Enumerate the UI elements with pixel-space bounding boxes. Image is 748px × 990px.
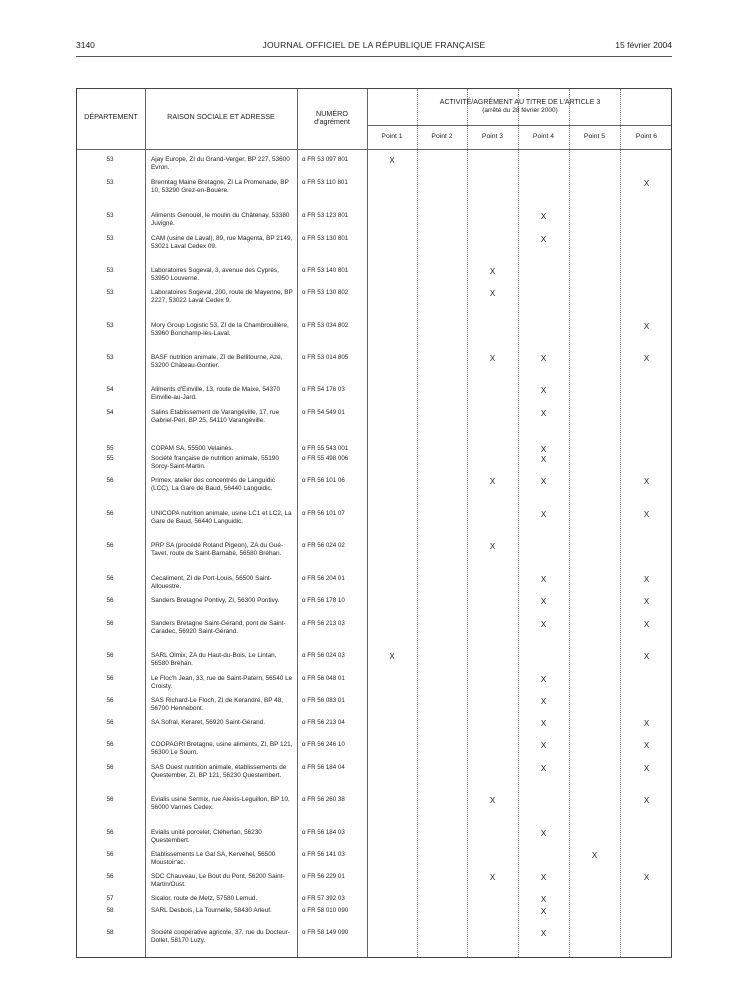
point-4-mark: X xyxy=(540,212,547,221)
point-3-mark: X xyxy=(489,542,496,551)
numero-agrement-cell: α FR 56 101 07 xyxy=(302,510,345,517)
point-4-mark: X xyxy=(540,409,547,418)
raison-sociale-cell: Evialis usine Sermix, rue Alexis-Leguillon, BP 10, 56000 Vannes Cedex. xyxy=(151,796,290,811)
numero-agrement-cell: α FR 55 543 001 xyxy=(302,445,349,452)
numero-agrement-cell: α FR 54 176 03 xyxy=(302,386,345,393)
col-header-numero-line1: NUMÉRO xyxy=(316,109,348,118)
numero-agrement-cell: α FR 53 130 802 xyxy=(302,289,349,296)
numero-agrement-cell: α FR 53 130 801 xyxy=(302,235,349,242)
point-3-mark: X xyxy=(489,873,496,882)
raison-sociale-cell: Sanders Bretagne Pontivy, ZI, 56300 Pontivy. xyxy=(151,597,280,604)
departement-cell: 53 xyxy=(106,235,114,242)
numero-agrement-cell: α FR 53 014 805 xyxy=(302,354,349,361)
point-3-mark: X xyxy=(489,354,496,363)
point-6-mark: X xyxy=(643,322,650,331)
col-divider xyxy=(145,89,146,957)
numero-agrement-cell: α FR 56 141 03 xyxy=(302,851,345,858)
departement-cell: 56 xyxy=(106,477,114,484)
numero-agrement-cell: α FR 56 184 03 xyxy=(302,829,345,836)
raison-sociale-cell: SAS Ouest nutrition animale, établissements de Questember, ZI, BP 121, 56230 Questembert. xyxy=(151,764,287,779)
raison-sociale-cell: COPAM SA, 55500 Velaines. xyxy=(151,445,234,452)
col-header-numero-line2: d'agrément xyxy=(314,117,350,126)
raison-sociale-cell: SARL Olmix, ZA du Haut-du-Bois, Le Lintan, 56580 Bréhan. xyxy=(151,652,277,667)
departement-cell: 56 xyxy=(106,796,114,803)
numero-agrement-cell: α FR 56 048 01 xyxy=(302,675,345,682)
point-4-mark: X xyxy=(540,455,547,464)
departement-cell: 55 xyxy=(106,445,114,452)
activity-header xyxy=(367,99,673,115)
departement-cell: 55 xyxy=(106,455,114,462)
point-3-mark: X xyxy=(489,477,496,486)
raison-sociale-cell: SAS Richard-Le Floch, ZI de Kerandré, BP 48, 56700 Hennebont. xyxy=(151,697,284,712)
point-header-1: Point 1 xyxy=(381,133,403,140)
departement-cell: 56 xyxy=(106,575,114,582)
departement-cell: 58 xyxy=(106,907,114,914)
departement-cell: 56 xyxy=(106,597,114,604)
col-divider xyxy=(569,89,570,957)
point-6-mark: X xyxy=(643,652,650,661)
departement-cell: 56 xyxy=(106,873,114,880)
col-divider xyxy=(467,89,468,957)
activity-subtitle: (arrêté du 28 février 2000) xyxy=(482,107,558,114)
raison-sociale-cell: Aliments Genouel, le moulin du Châtenay, 53380 Juvigné. xyxy=(151,212,290,227)
point-6-mark: X xyxy=(643,510,650,519)
point-4-mark: X xyxy=(540,386,547,395)
numero-agrement-cell: α FR 58 010 090 xyxy=(302,907,349,914)
col-header-numero xyxy=(297,110,367,126)
col-divider xyxy=(417,89,418,957)
col-divider xyxy=(297,89,298,957)
point-header-5: Point 5 xyxy=(583,133,606,140)
departement-cell: 56 xyxy=(106,620,114,627)
departement-cell: 56 xyxy=(106,510,114,517)
point-6-mark: X xyxy=(643,477,650,486)
point-6-mark: X xyxy=(643,575,650,584)
point-3-mark: X xyxy=(489,289,496,298)
agrement-table xyxy=(76,88,672,958)
numero-agrement-cell: α FR 57 392 03 xyxy=(302,895,345,902)
raison-sociale-cell: CAM (usine de Laval), 89, rue Magenta, BP 2149, 53021 Laval Cedex 09. xyxy=(151,235,293,250)
col-header-raison: RAISON SOCIALE ET ADRESSE xyxy=(167,112,275,121)
numero-agrement-cell: α FR 53 123 801 xyxy=(302,212,349,219)
departement-cell: 53 xyxy=(106,354,114,361)
point-1-mark: X xyxy=(389,156,395,165)
point-4-mark: X xyxy=(540,354,547,363)
raison-sociale-cell: Cecaliment, ZI de Port-Louis, 56500 Saint-Allouestre. xyxy=(151,575,272,590)
point-4-mark: X xyxy=(540,764,547,773)
numero-agrement-cell: α FR 53 110 801 xyxy=(302,179,348,186)
point-4-mark: X xyxy=(540,445,547,454)
numero-agrement-cell: α FR 53 097 801 xyxy=(302,156,349,163)
raison-sociale-cell: COOPAGRI Bretagne, usine aliments, ZI, BP 121, 56300 Le Sourn. xyxy=(151,741,293,756)
departement-cell: 53 xyxy=(106,289,114,296)
departement-cell: 54 xyxy=(106,386,114,393)
numero-agrement-cell: α FR 54 549 01 xyxy=(302,409,345,416)
raison-sociale-cell: Le Floc'h Jean, 33, rue de Saint-Patern, 56540 Le Croisty. xyxy=(151,675,293,690)
raison-sociale-cell: Primex, atelier des concentrés de Languidic (LCC), La Gare de Baud, 56440 Languidic. xyxy=(151,477,275,492)
activity-title: ACTIVITÉ/AGRÉMENT AU TITRE DE L'ARTICLE 3 xyxy=(439,99,601,106)
numero-agrement-cell: α FR 56 213 04 xyxy=(302,719,345,726)
point-4-mark: X xyxy=(540,697,547,706)
point-4-mark: X xyxy=(540,675,547,684)
col-header-departement: DÉPARTEMENT xyxy=(84,112,138,121)
raison-sociale-cell: Laboratoires Sogeval, 200, route de Mayenne, BP 2227, 53022 Laval Cedex 9. xyxy=(151,289,293,304)
departement-cell: 56 xyxy=(106,851,114,858)
numero-agrement-cell: α FR 56 204 01 xyxy=(302,575,345,582)
raison-sociale-cell: SARL Desbois, La Tournelle, 58430 Arleuf. xyxy=(151,907,272,914)
departement-cell: 58 xyxy=(106,929,114,936)
point-4-mark: X xyxy=(540,597,547,606)
raison-sociale-cell: Evialis unité porcelet, Cléherlan, 56230 Questembert. xyxy=(151,829,262,844)
departement-cell: 56 xyxy=(106,719,114,726)
raison-sociale-cell: Salins Etablissement de Varangéville, 17, rue Gabriel-Péri, BP 25, 54110 Varangéville. xyxy=(151,409,280,424)
point-4-mark: X xyxy=(540,719,547,728)
point-6-mark: X xyxy=(643,354,650,363)
departement-cell: 56 xyxy=(106,542,114,549)
point-6-mark: X xyxy=(643,873,650,882)
raison-sociale-cell: PRP SA (procédé Roland Pigeon), ZA du Gué-Tavet, route de Saint-Barnabé, 56580 Bréhan. xyxy=(151,542,284,557)
raison-sociale-cell: Ajay Europe, ZI du Grand-Verger, BP 227, 53600 Evron. xyxy=(151,156,290,171)
col-divider xyxy=(620,89,621,957)
raison-sociale-cell: Société française de nutrition animale, 55190 Sorcy-Saint-Martin. xyxy=(151,455,279,470)
raison-sociale-cell: Sicalor, route de Metz, 57580 Lemud. xyxy=(151,895,258,902)
departement-cell: 56 xyxy=(106,741,114,748)
point-header-2: Point 2 xyxy=(431,133,453,140)
point-3-mark: X xyxy=(489,796,496,805)
departement-cell: 53 xyxy=(106,267,114,274)
page-number: 3140 xyxy=(76,40,95,50)
raison-sociale-cell: Société coopérative agricole, 37, rue du Docteur-Dollet, 58170 Luzy. xyxy=(151,929,290,944)
point-3-mark: X xyxy=(489,267,496,276)
page-header xyxy=(76,40,672,52)
issue-date: 15 février 2004 xyxy=(615,40,672,50)
raison-sociale-cell: SDC Chauveau, Le Bout du Pont, 56200 Saint-Martin/Oust. xyxy=(151,873,285,888)
numero-agrement-cell: α FR 56 184 04 xyxy=(302,764,345,771)
header-rule xyxy=(76,56,672,57)
departement-cell: 56 xyxy=(106,829,114,836)
point-4-mark: X xyxy=(540,477,547,486)
departement-cell: 56 xyxy=(106,652,114,659)
point-6-mark: X xyxy=(643,796,650,805)
point-6-mark: X xyxy=(643,764,650,773)
numero-agrement-cell: α FR 56 101 06 xyxy=(302,477,345,484)
point-6-mark: X xyxy=(643,719,650,728)
point-4-mark: X xyxy=(540,620,547,629)
point-4-mark: X xyxy=(540,235,547,244)
raison-sociale-cell: Mory Group Logistic 53, ZI de la Chambrouillère, 53960 Bonchamp-lès-Laval. xyxy=(151,322,289,337)
raison-sociale-cell: Etablissements Le Gal SA, Kervéhel, 56500 Moustoir'ac. xyxy=(151,851,276,866)
numero-agrement-cell: α FR 55 498 006 xyxy=(302,455,349,462)
numero-agrement-cell: α FR 56 260 38 xyxy=(302,796,345,803)
point-4-mark: X xyxy=(540,829,547,838)
point-4-mark: X xyxy=(540,907,547,916)
journal-title: JOURNAL OFFICIEL DE LA RÉPUBLIQUE FRANÇAISE xyxy=(262,40,486,50)
raison-sociale-cell: Brenntag Maine Bretagne, ZI La Promenade, BP 10, 53290 Grez-en-Bouère. xyxy=(151,179,289,194)
point-header-3: Point 3 xyxy=(481,133,504,140)
point-4-mark: X xyxy=(540,929,547,938)
departement-cell: 53 xyxy=(106,156,114,163)
raison-sociale-cell: Aliments d'Einville, 13, route de Maixe, 54370 Einville-au-Jard. xyxy=(151,386,281,401)
raison-sociale-cell: SA Sofral, Keraret, 56920 Saint-Gérand. xyxy=(151,719,266,726)
point-4-mark: X xyxy=(540,510,547,519)
header-bottom-rule xyxy=(77,149,671,150)
numero-agrement-cell: α FR 56 246 10 xyxy=(302,741,345,748)
departement-cell: 57 xyxy=(106,895,114,902)
raison-sociale-cell: BASF nutrition animale, ZI de Bellitourne, Azé, 53200 Château-Gontier. xyxy=(151,354,283,369)
numero-agrement-cell: α FR 56 178 10 xyxy=(302,597,345,604)
departement-cell: 53 xyxy=(106,212,114,219)
raison-sociale-cell: Laboratoires Sogeval, 3, avenue des Cyprès, 53950 Louverne. xyxy=(151,267,279,282)
header-subrule xyxy=(367,125,671,126)
point-6-mark: X xyxy=(643,597,650,606)
point-4-mark: X xyxy=(540,741,547,750)
numero-agrement-cell: α FR 56 213 03 xyxy=(302,620,345,627)
numero-agrement-cell: α FR 53 140 801 xyxy=(302,267,349,274)
numero-agrement-cell: α FR 53 034 802 xyxy=(302,322,349,329)
departement-cell: 56 xyxy=(106,675,114,682)
point-6-mark: X xyxy=(643,620,650,629)
departement-cell: 53 xyxy=(106,179,114,186)
point-6-mark: X xyxy=(643,179,650,188)
point-6-mark: X xyxy=(643,741,650,750)
point-header-4: Point 4 xyxy=(532,133,555,140)
raison-sociale-cell: UNICOPA nutrition animale, usine LC1 et LC2, La Gare de Baud, 56440 Languidic. xyxy=(151,510,292,525)
point-4-mark: X xyxy=(540,895,547,904)
departement-cell: 54 xyxy=(106,409,114,416)
point-4-mark: X xyxy=(540,575,547,584)
numero-agrement-cell: α FR 56 024 03 xyxy=(302,652,345,659)
numero-agrement-cell: α FR 56 083 01 xyxy=(302,697,345,704)
point-header-6: Point 6 xyxy=(635,133,658,140)
numero-agrement-cell: α FR 56 024 02 xyxy=(302,542,345,549)
numero-agrement-cell: α FR 56 229 01 xyxy=(302,873,345,880)
point-5-mark: X xyxy=(591,851,598,860)
point-4-mark: X xyxy=(540,873,547,882)
numero-agrement-cell: α FR 58 149 090 xyxy=(302,929,349,936)
departement-cell: 56 xyxy=(106,697,114,704)
raison-sociale-cell: Sanders Bretagne Saint-Gérand, pont de Saint-Caradec, 56920 Saint-Gérand. xyxy=(151,620,286,635)
departement-cell: 53 xyxy=(106,322,114,329)
departement-cell: 56 xyxy=(106,764,114,771)
point-1-mark: X xyxy=(389,652,395,661)
